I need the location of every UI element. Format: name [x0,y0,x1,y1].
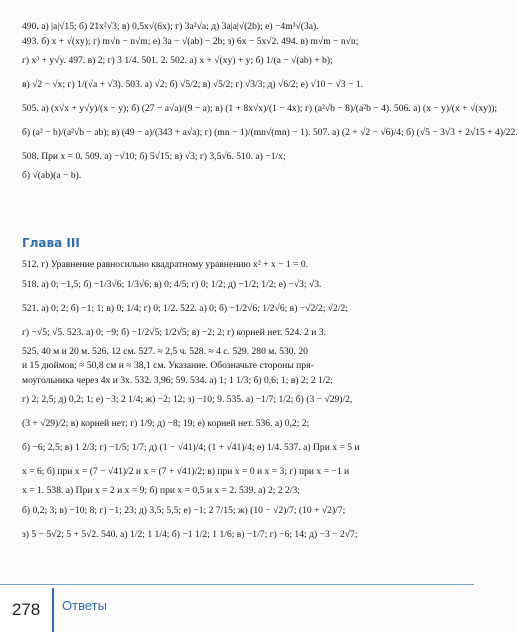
answer-line: 490. а) |a|√15; б) 21x²√3; в) 0,5x√(6x); г) 3a²√a; д) 3a|a|√(2b); е) −4m³√(3a). [22,21,319,32]
answer-line: моугольника через 4x и 3x. 532. 3,96; 59. 534. а) 1; 1 1/3; б) 0,6; 1; в) 2; 2 1/2; [22,374,333,386]
answer-line: 508. При x = 0. 509. а) −√10; б) 5√15; в) √3; г) 3,5√6. 510. а) −1/x; [22,151,286,162]
answer-line: 493. б) x + √(xy); г) m√n − n√m; е) 3a − √(ab) − 2b; з) 6x − 5x√2. 494. в) m√m − n√n; [22,35,359,47]
answer-line: б) √(ab)(a − b). [22,170,82,181]
page-number: 278 [0,588,54,632]
answer-line: 525. 40 м и 20 м. 526. 12 см. 527. ≈ 2,5 ч. 528. ≈ 4 с. 529. 280 м. 530. 20 [22,345,308,357]
answer-line: з) 5 − 5√2; 5 + 5√2. 540. а) 1/2; 1 1/4; б) −1 1/2; 1 1/6; в) −1/7; г) −6; 14; д) −3 − 2√7; [22,528,358,540]
answer-line: (3 + √29)/2; в) корней нет; г) 1/9; д) −8; 19; е) корней нет. 536. а) 0,2; 2; [22,418,310,429]
answer-line: 521. а) 0; 2; б) −1; 1; в) 0; 1/4; г) 0; 1/2. 522. а) 0; б) −1/2√6; 1/2√6; в) −√2/2; √2/2; [22,302,348,314]
answers-body-block [22,258,462,547]
answer-line: x = 1. 538. а) При x = 2 и x = 9; б) при x = 0,5 и x = 2. 539. а) 2; 2 2/3; [22,485,300,496]
answer-line: г) x³ + y√y. 497. в) 2; г) 3 1/4. 501. 2. 502. а) x + √(xy) + y; б) 1/(a − √(ab) + b); [22,55,333,66]
answers-header-block [22,20,518,184]
footer-divider [0,584,474,585]
section-label: Ответы [62,598,107,613]
answer-line: 512. г) Уравнение равносильно квадратному уравнению x² + x − 1 = 0. [22,259,309,270]
answer-line: 505. а) (x√x + y√y)/(x − y); б) (27 − a√a)/(9 − a); в) (1 + 8x√x)/(1 − 4x); г) (a²√b − 8)/(a²b − 4). 506. а) (x − y)/(x + √(xy)); [22,103,498,114]
answer-line: г) 2; 2,5; д) 0,2; 1; е) −3; 2 1/4; ж) −2; 12; з) −10; 9. 535. а) −1/7; 1/2; б) (3 − √29)/2, [22,394,353,405]
answer-line: и 15 дюймов; ≈ 50,8 см и ≈ 38,1 см. Указание. Обозначьте стороны пря- [22,360,314,371]
answer-line: 518. а) 0; −1,5; б) −1/3√6; 1/3√6; в) 0; 4/5; г) 0; 1/2; д) −1/2; 1/2; е) −√3; √3. [22,278,322,290]
answer-line: x = 6; б) при x = (7 − √41)/2 и x = (7 + √41)/2; в) при x = 0 и x = 3; г) при x = −1 и [22,466,350,477]
answer-line: б) (a² − b)/(a²√b − ab); в) (49 − a)/(343 + a√a); г) (mn − 1)/(mn√(mn) − 1). 507. а) (2 + √2 − √6)/4; б) (√5 − 3√3 + 2√15 + 4)/22. [22,127,518,138]
answer-line: б) 0,2; 3; в) −10; 8; г) −1; 23; д) 3,5; 5,5; е) −1; 2 7/15; ж) (10 − √2)/7; (10 + √2)/7; [22,504,346,516]
chapter-title: Глава III [22,236,80,250]
answer-line: в) √2 − √x; г) 1/(√a + √3). 503. а) √2; б) √5/2; в) √5/2; г) √3/3; д) √6/2; е) √10 − √3 − 1. [22,79,363,90]
answer-line: г) −√5; √5. 523. а) 0; −9; б) −1/2√5; 1/2√5; в) −2; 2; г) корней нет. 524. 2 и 3. [22,326,326,338]
answer-line: б) −6; 2,5; в) 1 2/3; г) −1/5; 1/7; д) (1 − √41)/4; (1 + √41)/4; е) 1/4. 537. а) При x = 5 и [22,442,360,453]
